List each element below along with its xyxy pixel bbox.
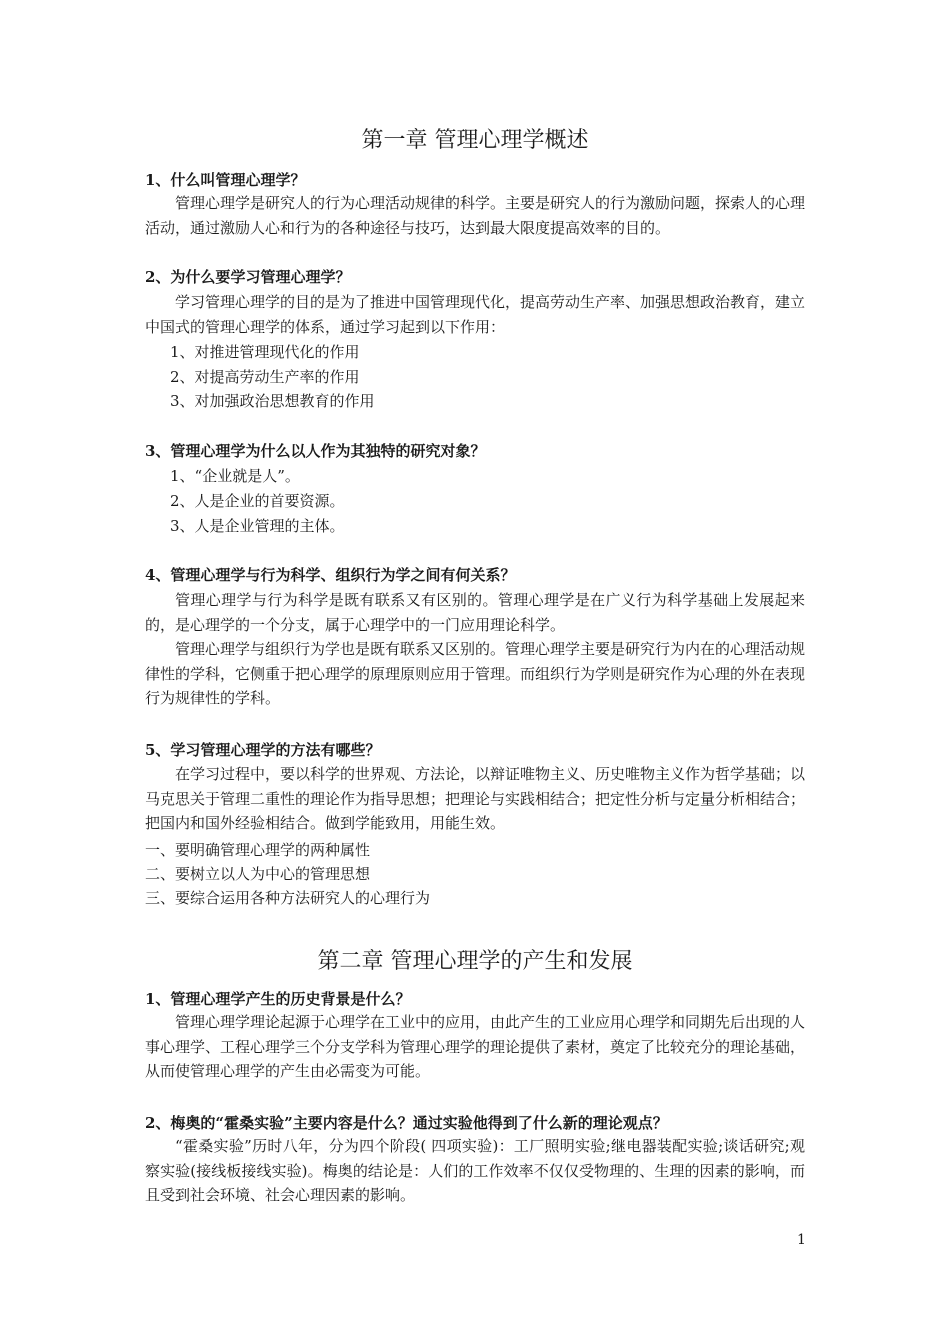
answer-1-1: 管理心理学是研究人的行为心理活动规律的科学。主要是研究人的行为激励问题，探索人的心理活动，通过激励人心和行为的各种途径与技巧，达到最大限度提高效率的目的。: [145, 194, 806, 237]
list-item: 2、对提高劳动生产率的作用: [170, 368, 360, 386]
answer-1-4-para-2: 管理心理学与组织行为学也是既有联系又区别的。管理心理学主要是研究行为内在的心理活动规律性的学科，它侧重于把心理学的原理原则应用于管理。而组织行为学则是研究作为心理的外在表现行为规律性的学科。: [145, 640, 806, 708]
question-1-5: 5、学习管理心理学的方法有哪些？: [145, 741, 381, 759]
question-1-3: 3、管理心理学为什么以人作为其独特的研究对象？: [145, 442, 486, 460]
answer-1-2: 学习管理心理学的目的是为了推进中国管理现代化，提高劳动生产率、加强思想政治教育，建立中国式的管理心理学的体系，通过学习起到以下作用：: [145, 293, 806, 336]
list-item: 三、要综合运用各种方法研究人的心理行为: [145, 889, 431, 907]
list-item: 1、对推进管理现代化的作用: [170, 343, 360, 361]
question-2-2: 2、梅奥的“霍桑实验”主要内容是什么？通过实验他得到了什么新的理论观点？: [145, 1114, 668, 1132]
list-item: 一、要明确管理心理学的两种属性: [145, 841, 371, 859]
answer-2-1: 管理心理学理论起源于心理学在工业中的应用，由此产生的工业应用心理学和同期先后出现的人事心理学、工程心理学三个分支学科为管理心理学的理论提供了素材，奠定了比较充分的理论基础，从而使管理心理学的产生由必需变为可能。: [145, 1013, 806, 1081]
answer-2-2: “霍桑实验”历时八年，分为四个阶段( 四项实验)：工厂照明实验;继电器装配实验;谈话研究;观察实验(接线板接线实验)。梅奥的结论是：人们的工作效率不仅仅受物理的、生理的因素的影响，而且受到社会环境、社会心理因素的影响。: [145, 1137, 805, 1205]
page-number: 1: [797, 1232, 806, 1248]
question-1-4: 4、管理心理学与行为科学、组织行为学之间有何关系？: [145, 566, 516, 584]
list-item: 2、人是企业的首要资源。: [170, 492, 345, 510]
question-2-1: 1、管理心理学产生的历史背景是什么？: [145, 990, 411, 1008]
list-item: 1、“企业就是人”。: [170, 467, 300, 485]
list-item: 二、要树立以人为中心的管理思想: [145, 865, 371, 883]
list-item: 3、人是企业管理的主体。: [170, 517, 345, 535]
chapter-2-title: 第二章 管理心理学的产生和发展: [317, 949, 633, 974]
answer-1-5: 在学习过程中，要以科学的世界观、方法论，以辩证唯物主义、历史唯物主义作为哲学基础；以马克思关于管理二重性的理论作为指导思想；把理论与实践相结合；把定性分析与定量分析相结合；把国内和国外经验相结合。做到学能致用，用能生效。: [145, 765, 806, 833]
chapter-1-title: 第一章 管理心理学概述: [361, 128, 589, 153]
question-1-2: 2、为什么要学习管理心理学？: [145, 268, 351, 286]
question-1-1: 1、什么叫管理心理学？: [145, 171, 306, 189]
list-item: 3、对加强政治思想教育的作用: [170, 392, 375, 410]
answer-1-4-para-1: 管理心理学与行为科学是既有联系又有区别的。管理心理学是在广义行为科学基础上发展起来的，是心理学的一个分支，属于心理学中的一门应用理论科学。: [145, 591, 805, 634]
